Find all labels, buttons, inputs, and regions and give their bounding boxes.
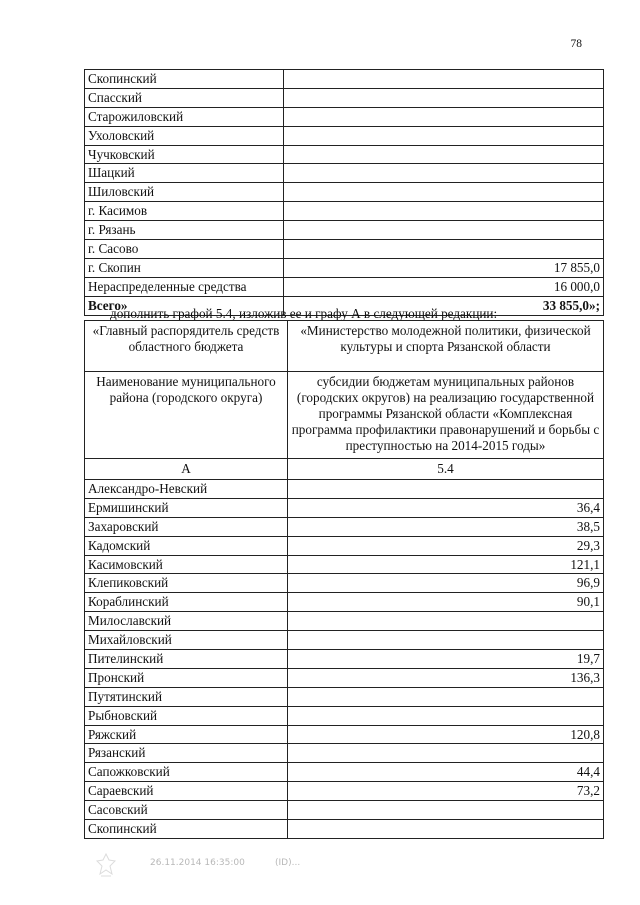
footer-id: (ID)...	[275, 858, 301, 868]
subsidy-value: 121,1	[288, 555, 604, 574]
district-value	[284, 183, 604, 202]
district-name: Ухоловский	[85, 126, 284, 145]
district-name: Сараевский	[85, 782, 288, 801]
table-row	[85, 126, 604, 145]
district-value: 16 000,0	[284, 277, 604, 296]
table-row	[85, 240, 604, 259]
district-value	[284, 126, 604, 145]
district-value	[284, 240, 604, 259]
column-label-5-4: 5.4	[288, 459, 604, 480]
bottom-table	[84, 320, 604, 839]
subsidy-value: 120,8	[288, 725, 604, 744]
district-name: Путятинский	[85, 687, 288, 706]
district-value: 17 855,0	[284, 258, 604, 277]
subsidy-value: 19,7	[288, 650, 604, 669]
header-district-name: Наименование муниципального района (городского округа)	[85, 372, 288, 459]
district-name: г. Сасово	[85, 240, 284, 259]
district-name: Пронский	[85, 668, 288, 687]
district-name: Сапожковский	[85, 763, 288, 782]
subsidy-value: 96,9	[288, 574, 604, 593]
district-name: Шиловский	[85, 183, 284, 202]
table-row	[85, 612, 604, 631]
district-name: Рыбновский	[85, 706, 288, 725]
district-value	[284, 202, 604, 221]
table-row	[85, 631, 604, 650]
total-value: 33 855,0»;	[284, 296, 604, 315]
district-name: Касимовский	[85, 555, 288, 574]
subsidy-value: 90,1	[288, 593, 604, 612]
district-name: Шацкий	[85, 164, 284, 183]
subsidy-value: 38,5	[288, 517, 604, 536]
district-name: Клепиковский	[85, 574, 288, 593]
table-row	[85, 725, 604, 744]
total-label: Всего»	[85, 296, 284, 315]
column-label-a: А	[85, 459, 288, 480]
district-value	[284, 221, 604, 240]
page-number: 78	[570, 38, 582, 50]
table-row	[85, 498, 604, 517]
table-row	[85, 164, 604, 183]
subsidy-value	[288, 687, 604, 706]
table-row	[85, 763, 604, 782]
district-name: г. Скопин	[85, 258, 284, 277]
district-name: Михайловский	[85, 631, 288, 650]
table-row	[85, 277, 604, 296]
district-name: Кадомский	[85, 536, 288, 555]
table-row	[85, 107, 604, 126]
district-name: Нераспределенные средства	[85, 277, 284, 296]
emblem-icon	[95, 852, 117, 880]
header-subsidy-description: субсидии бюджетам муниципальных районов (городских округов) на реализацию государственной программы Рязанской области «Комплексная программа профилактики правонарушений и борьбы с преступностью на 2014-2015 годы»	[288, 372, 604, 459]
table-row	[85, 706, 604, 725]
header-row-1	[85, 321, 604, 372]
district-name: г. Рязань	[85, 221, 284, 240]
district-name: Сасовский	[85, 801, 288, 820]
table-row	[85, 88, 604, 107]
subsidy-value: 73,2	[288, 782, 604, 801]
table-row	[85, 801, 604, 820]
district-name: Чучковский	[85, 145, 284, 164]
table-row	[85, 650, 604, 669]
table-row	[85, 258, 604, 277]
subsidy-value	[288, 744, 604, 763]
table-row	[85, 480, 604, 499]
table-row	[85, 744, 604, 763]
district-name: г. Касимов	[85, 202, 284, 221]
subsidy-value	[288, 480, 604, 499]
subsidy-value: 36,4	[288, 498, 604, 517]
table-row	[85, 536, 604, 555]
table-row	[85, 555, 604, 574]
subsidy-value	[288, 631, 604, 650]
district-name: Кораблинский	[85, 593, 288, 612]
table-row	[85, 820, 604, 839]
district-name: Рязанский	[85, 744, 288, 763]
table-row	[85, 221, 604, 240]
subsidy-value	[288, 801, 604, 820]
district-value	[284, 70, 604, 89]
header-budget-holder: «Главный распорядитель средств областного бюджета	[85, 321, 288, 372]
header-ministry: «Министерство молодежной политики, физической культуры и спорта Рязанской области	[288, 321, 604, 372]
table-row	[85, 183, 604, 202]
table-row	[85, 687, 604, 706]
instruction-text: дополнить графой 5.4, изложив ее и графу А в следующей редакции:	[110, 306, 498, 321]
table-row	[85, 145, 604, 164]
table-row	[85, 70, 604, 89]
district-value	[284, 145, 604, 164]
district-name: Спасский	[85, 88, 284, 107]
district-name: Старожиловский	[85, 107, 284, 126]
district-name: Ермишинский	[85, 498, 288, 517]
district-name: Милославский	[85, 612, 288, 631]
subsidy-value: 29,3	[288, 536, 604, 555]
subsidy-value	[288, 612, 604, 631]
table-row	[85, 668, 604, 687]
table-row	[85, 202, 604, 221]
district-name: Захаровский	[85, 517, 288, 536]
district-name: Скопинский	[85, 820, 288, 839]
table-row	[85, 574, 604, 593]
footer-date: 26.11.2014 16:35:00	[150, 858, 245, 868]
district-value	[284, 107, 604, 126]
table-row	[85, 593, 604, 612]
district-value	[284, 164, 604, 183]
district-value	[284, 88, 604, 107]
header-row-3	[85, 459, 604, 480]
footer	[95, 852, 605, 882]
subsidy-value: 136,3	[288, 668, 604, 687]
subsidy-value: 44,4	[288, 763, 604, 782]
header-row-2	[85, 372, 604, 459]
district-name: Александро-Невский	[85, 480, 288, 499]
subsidy-value	[288, 820, 604, 839]
table-row	[85, 517, 604, 536]
table-row	[85, 782, 604, 801]
district-name: Скопинский	[85, 70, 284, 89]
subsidy-value	[288, 706, 604, 725]
district-name: Пителинский	[85, 650, 288, 669]
district-name: Ряжский	[85, 725, 288, 744]
top-table	[84, 69, 604, 316]
